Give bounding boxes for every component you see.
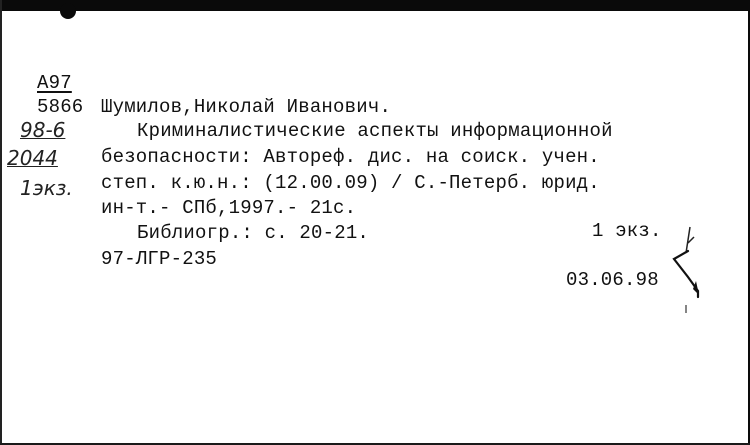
title-line-2: безопасности: Автореф. дис. на соиск. учен. bbox=[101, 146, 600, 168]
author-heading: Шумилов,Николай Иванович. bbox=[101, 96, 392, 118]
date-stamp: 03.06.98 bbox=[566, 269, 659, 291]
accession-number: 97-ЛГР-235 bbox=[101, 248, 218, 270]
left-border bbox=[0, 0, 2, 445]
handwritten-number: 2044 bbox=[7, 146, 58, 170]
handwritten-code: 98-6 bbox=[20, 118, 66, 142]
title-line-1: Криминалистические аспекты информационной bbox=[137, 120, 613, 142]
title-line-3: степ. к.ю.н.: (12.00.09) / С.-Петерб. юрид. bbox=[101, 172, 600, 194]
handwritten-mark-icon bbox=[668, 225, 708, 320]
bibliography-note: Библиогр.: с. 20-21. bbox=[137, 222, 370, 244]
punch-hole bbox=[60, 3, 76, 19]
title-line-4: ин-т.- СПб,1997.- 21с. bbox=[101, 197, 357, 219]
copies-count: 1 экз. bbox=[592, 220, 662, 242]
call-number: 5866 bbox=[37, 96, 84, 118]
shelf-mark: A97 bbox=[37, 72, 72, 94]
handwritten-copies: 1экз. bbox=[20, 176, 73, 200]
top-edge-band bbox=[0, 0, 750, 11]
